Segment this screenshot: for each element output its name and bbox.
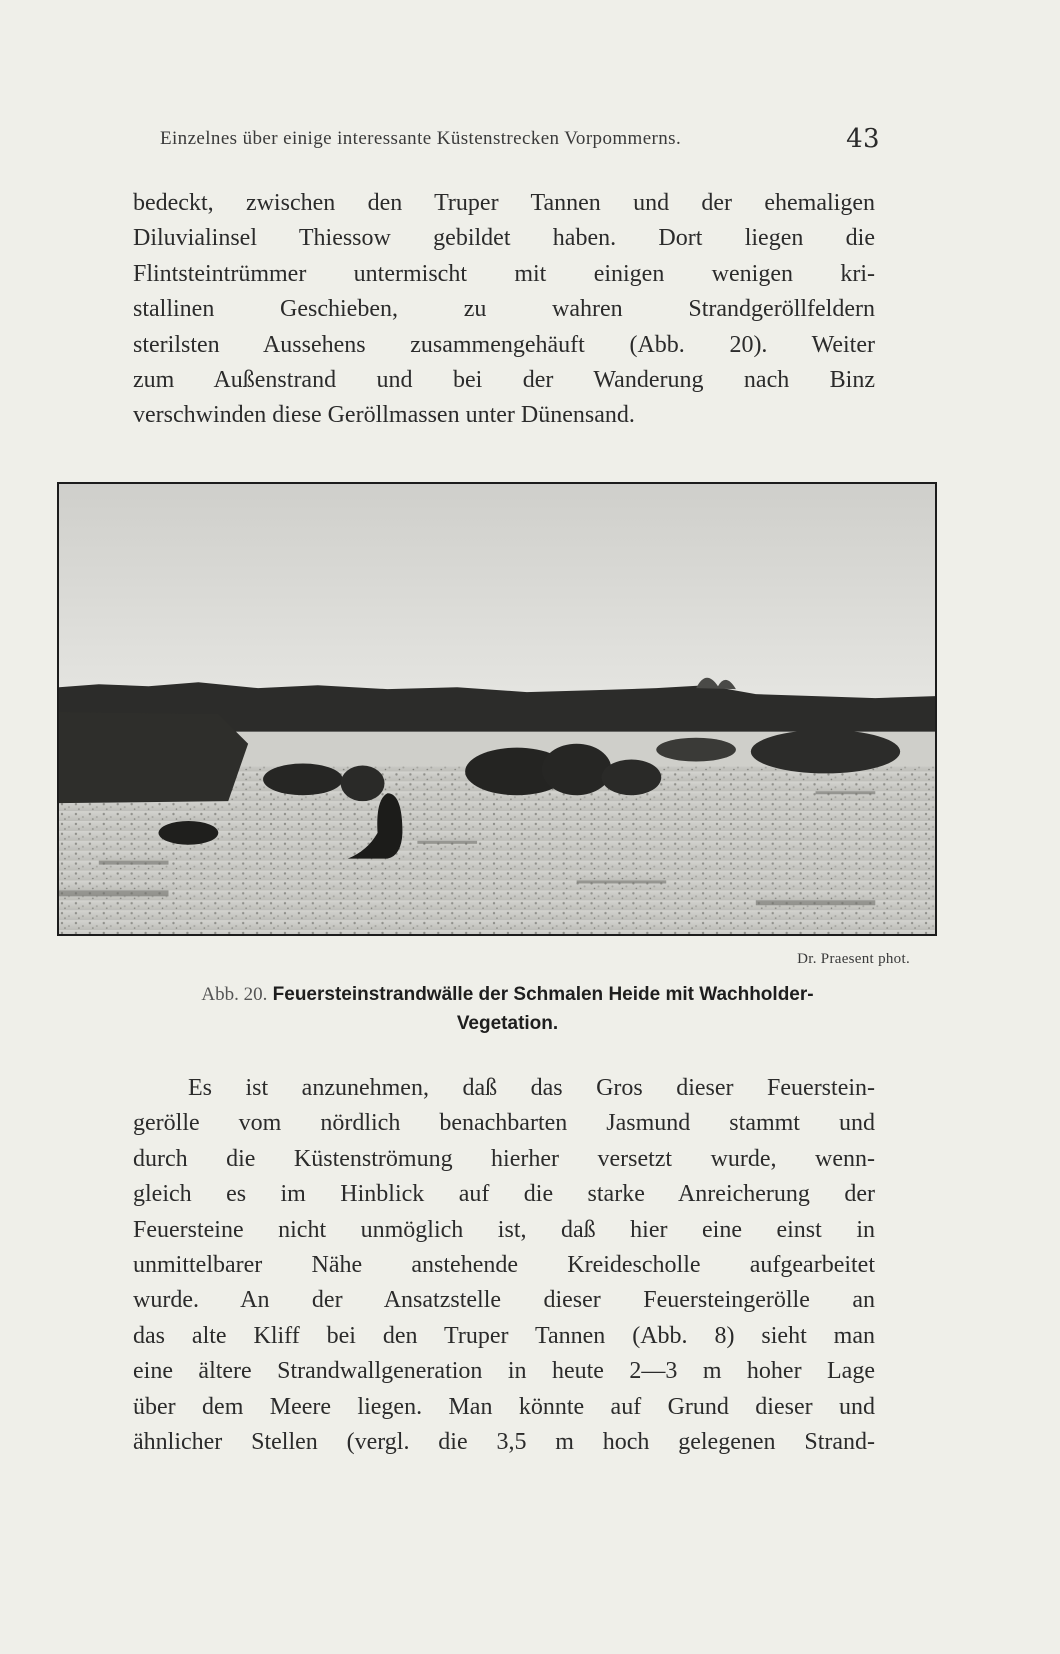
text-line: verschwinden diese Geröllmassen unter Dünensand.: [133, 402, 635, 429]
text-line: sterilsten Aussehens zusammengehäuft (Abb. 20). Weiter: [133, 331, 875, 358]
figure-label: Abb. 20.: [201, 984, 268, 1005]
text-line: Feuersteine nicht unmöglich ist, daß hier eine einst in: [133, 1216, 875, 1243]
page-number: 43: [846, 124, 880, 154]
text-line: durch die Küstenströmung hierher versetzt wurde, wenn-: [133, 1145, 875, 1172]
text-line: über dem Meere liegen. Man könnte auf Grund dieser und: [133, 1393, 875, 1420]
text-line: gerölle vom nördlich benachbarten Jasmund stammt und: [133, 1110, 875, 1137]
text-line: eine ältere Strandwallgeneration in heute 2—3 m hoher Lage: [133, 1358, 875, 1385]
figure-caption: [130, 980, 885, 1038]
text-line: gleich es im Hinblick auf die starke Anreicherung der: [133, 1181, 875, 1208]
text-line: wurde. An der Ansatzstelle dieser Feuersteingerölle an: [133, 1287, 875, 1314]
text-line: bedeckt, zwischen den Truper Tannen und der ehemaligen: [133, 190, 875, 216]
photo-landscape: [59, 484, 935, 934]
caption-line-1: [130, 980, 885, 1009]
running-head-title: Einzelnes über einige interessante Küstenstrecken Vorpommerns.: [160, 128, 682, 149]
paragraph-1: [133, 186, 875, 434]
text-line: das alte Kliff bei den Truper Tannen (Abb. 8) sieht man: [133, 1322, 875, 1349]
text-line: zum Außenstrand und bei der Wanderung nach Binz: [133, 367, 875, 394]
caption-line-2: Vegetation.: [456, 1013, 559, 1034]
running-head: [160, 124, 880, 154]
caption-text-1: Feuersteinstrandwälle der Schmalen Heide mit Wachholder-: [272, 984, 814, 1005]
text-line: Diluvialinsel Thiessow gebildet haben. Dort liegen die: [133, 225, 875, 252]
text-line: stallinen Geschieben, zu wahren Strandgeröllfeldern: [133, 296, 875, 323]
figure-photograph: [57, 482, 937, 936]
text-line: Flintsteintrümmer untermischt mit einigen wenigen kri-: [133, 260, 875, 287]
photo-credit: Dr. Praesent phot.: [797, 951, 910, 967]
paragraph-2: [133, 1071, 875, 1460]
text-line: unmittelbarer Nähe anstehende Kreidescholle aufgearbeitet: [133, 1252, 875, 1279]
text-line: Es ist anzunehmen, daß das Gros dieser Feuerstein-: [188, 1075, 875, 1101]
text-line: ähnlicher Stellen (vergl. die 3,5 m hoch gelegenen Strand-: [133, 1429, 875, 1456]
